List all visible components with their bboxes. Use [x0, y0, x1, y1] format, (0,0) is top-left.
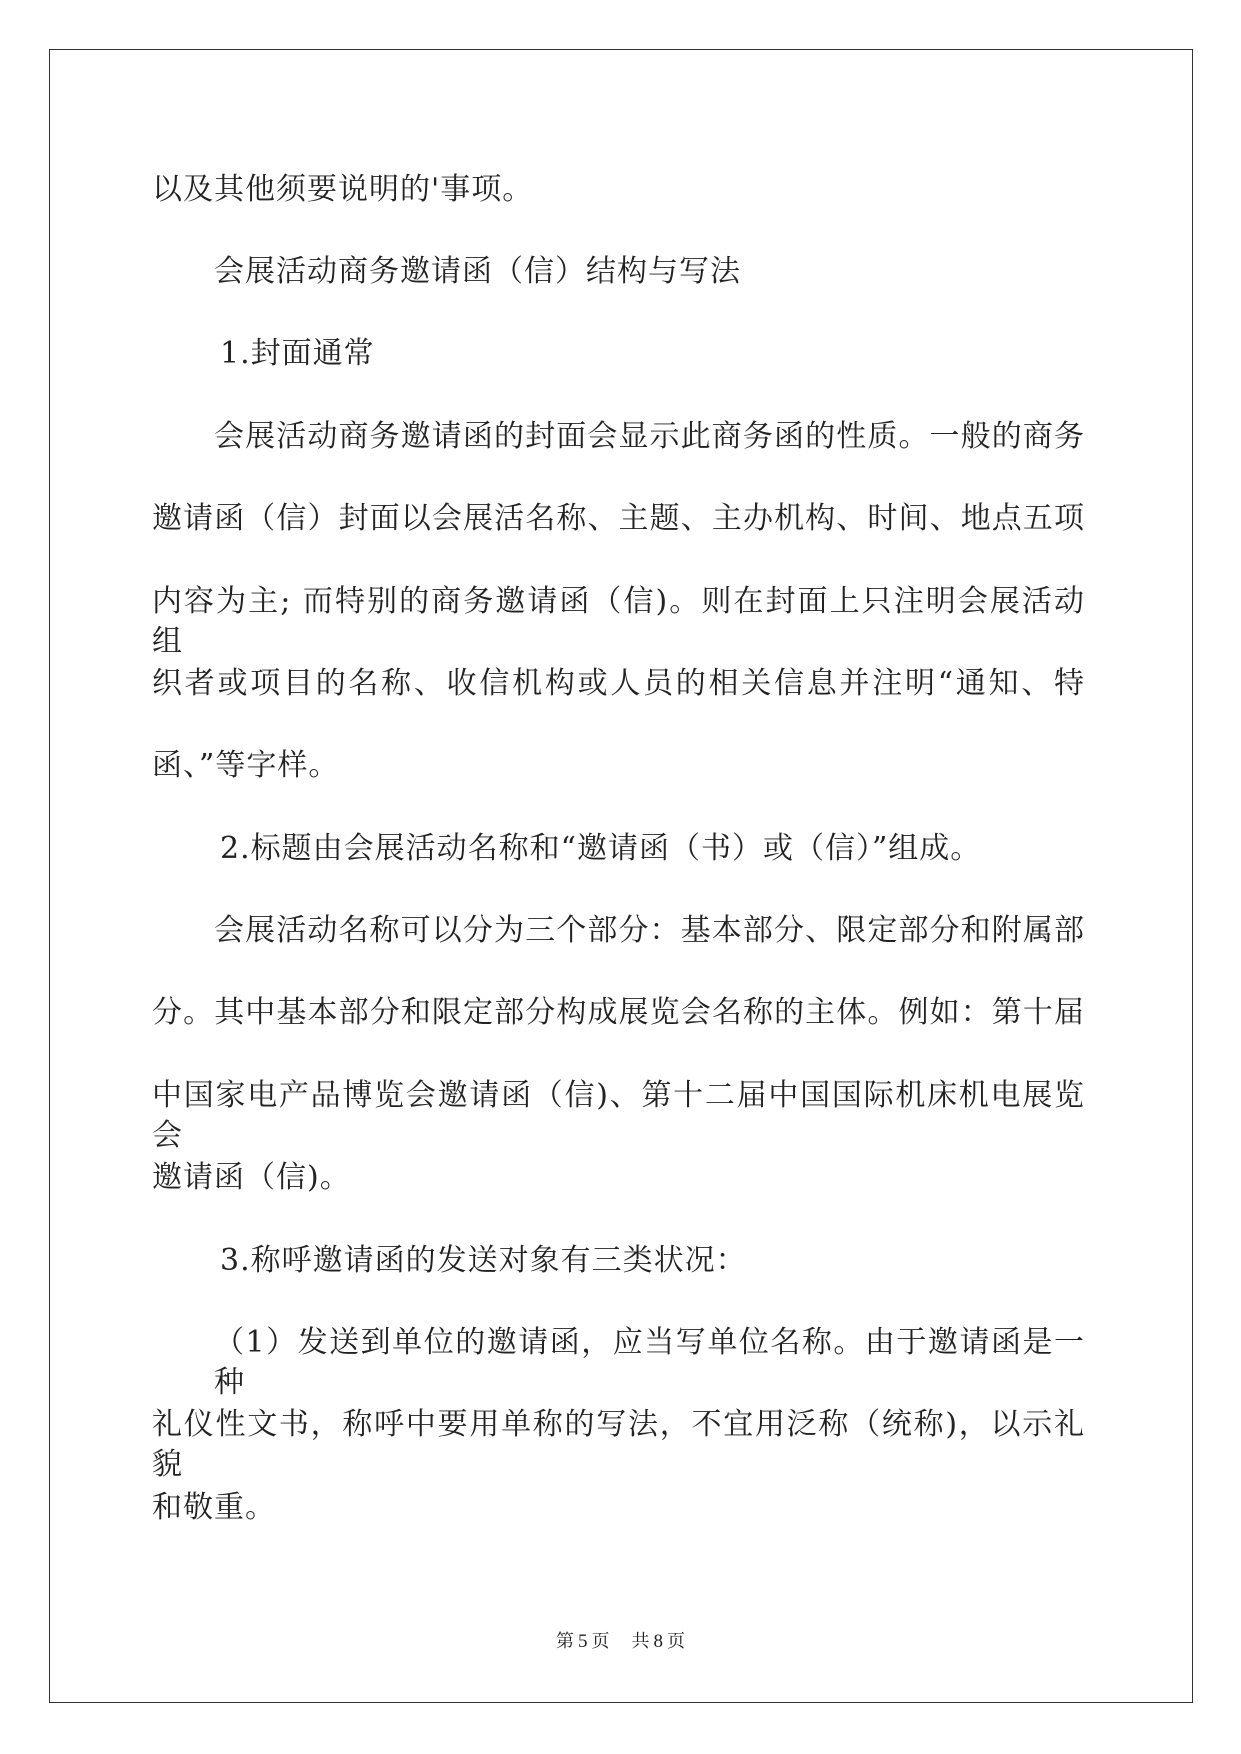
paragraph-line: 函、”等字样。: [152, 748, 340, 783]
section-heading: 会展活动商务邀请函（信）结构与写法: [214, 254, 741, 289]
paragraph-line: 礼仪性文书，称呼中要用单称的写法，不宜用泛称（统称)，以示礼貌: [152, 1407, 1085, 1482]
paragraph-line: 中国家电产品博览会邀请函（信)、第十二届中国国际机床机电展览会: [152, 1078, 1085, 1153]
paragraph-line: 内容为主; 而特别的商务邀请函（信)。则在封面上只注明会展活动组: [152, 584, 1085, 659]
paragraph-line: 以及其他须要说明的'事项。: [152, 172, 534, 207]
paragraph-line: 邀请函（信）封面以会展活名称、主题、主办机构、时间、地点五项: [152, 501, 1085, 536]
paragraph-line: 会展活动名称可以分为三个部分：基本部分、限定部分和附属部: [214, 913, 1085, 948]
paragraph-line: 织者或项目的名称、收信机构或人员的相关信息并注明“通知、特: [152, 666, 1085, 701]
paragraph-line: 邀请函（信)。: [152, 1160, 351, 1195]
total-suffix: 页: [667, 1631, 685, 1652]
page-prefix: 第: [556, 1631, 574, 1652]
page-border: [49, 49, 1193, 1703]
total-prefix: 共: [631, 1631, 650, 1652]
page-mid: 页: [591, 1631, 610, 1652]
paragraph-line: 分。其中基本部分和限定部分构成展览会名称的主体。例如：第十届: [152, 995, 1085, 1030]
total-page-number: 8: [653, 1631, 663, 1652]
paragraph-line: 会展活动商务邀请函的封面会显示此商务函的性质。一般的商务: [214, 419, 1085, 454]
subheading-salutation: 3.称呼邀请函的发送对象有三类状况：: [220, 1243, 747, 1278]
current-page-number: 5: [578, 1631, 588, 1652]
paragraph-line: 和敬重。: [152, 1490, 276, 1525]
subheading-title: 2.标题由会展活动名称和“邀请函（书）或（信）”组成。: [220, 831, 982, 866]
subheading-cover: 1.封面通常: [220, 336, 375, 371]
paragraph-line: （1）发送到单位的邀请函，应当写单位名称。由于邀请函是一种: [214, 1325, 1085, 1400]
page-footer: [0, 1630, 1241, 1654]
